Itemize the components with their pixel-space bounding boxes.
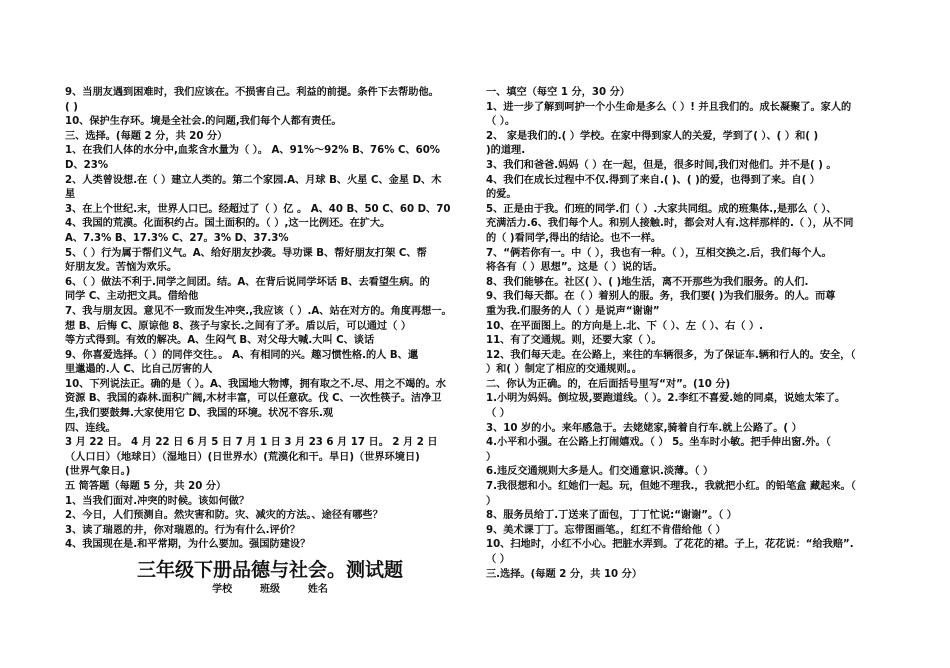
right-line: ） — [486, 451, 497, 463]
left-line: 同学 C、主动把文具。借给他 — [65, 291, 199, 303]
right-line: 8、我们能够在。社区( ）、( )地生活，离不开那些为我们服务。的人们. — [486, 276, 809, 288]
right-line: 10、在平面图上。的方向是上.北、下（ ）、左（ ）、右（ ）. — [486, 320, 764, 332]
right-line: 7、“俩若你有一。中（ ），我也有一种。（ ），互相交换之.后，我们每个人。 — [486, 247, 832, 259]
left-line: 3、读了瑞恩的井，你对瑞恩的。行为有什么.评价？ — [65, 524, 301, 536]
left-line: 想 B、后悔 C、原谅他 8、孩子与家长.之间有了矛。盾以后，可以通过（ ） — [65, 320, 412, 332]
left-line: 里邋遢的.人 C、比自己厉害的人 — [65, 364, 213, 376]
left-line: 四、连线。 — [65, 422, 116, 434]
right-column — [486, 86, 898, 582]
left-line: 6、（ ）做法不利于.同学之间团。结。A、在背后说同学坏话 B、去看望生病。的 — [65, 276, 430, 288]
left-line: 4、我国的荒漠。化面积约占。国土面积的。（ ）,这一比例还。在扩大。 — [65, 218, 391, 230]
right-line: 将各有（ ）思想”。这是（ ）说的话。 — [486, 262, 663, 274]
left-column — [65, 86, 475, 597]
left-line: 3 月 22 日。 4 月 22 日 6 月 5 日 7 月 1 日 3 月 23 6 月 17 日。 2 月 2 日 — [65, 437, 438, 449]
right-line: 4.小平和小强。在公路上打闹嬉戏。（ ） 5。坐车时小敏。把手伸出窗.外。（ — [486, 437, 831, 449]
right-line: 3、10 岁的小。来年感急于。去姥姥家,骑着自行车.就上公路了。( ） — [486, 422, 802, 434]
right-line: 8、服务员给丁.丁送来了面包，丁丁忙说:“谢谢”。（ ） — [486, 510, 737, 522]
left-line: （人口日）（地球日）（湿地日）(日世界水）(荒漠化和干。旱日)（世界环境日) — [65, 451, 420, 463]
right-line: 12、我们每天走。在公路上，来往的车辆很多，为了保证车.辆和行人的。安全，（ — [486, 349, 856, 361]
right-line: 的（ )看同学,得出的结论。也不一样。 — [486, 232, 662, 244]
left-line: D、23% — [65, 159, 109, 171]
left-line: 10、下列说法正。确的是（ ）。A、我国地大物博，拥有取之不.尽、用之不竭的。水 — [65, 378, 446, 390]
left-line: 1、在我们人体的水分中,血浆含水量为（ ）。 A、91%～92% B、76% C、60% — [65, 145, 441, 157]
left-line: 5、（ ）行为属于帮们义气。A、给好朋友抄袭。导功课 B、帮好朋友打架 C、帮 — [65, 247, 427, 259]
right-line: 3、我们和爸爸.妈妈（ ）在一起，但是，很多时间,我们对他们。并不是( ) 。 — [486, 159, 837, 171]
right-line: 一、填空（每空 1 分，30 分） — [486, 87, 630, 98]
right-line: 10、扫地时，小红不小心。把脏水弄到。了花花的裙。子上，花花说：“给我赔”. — [486, 539, 854, 551]
left-line: ( ) — [65, 101, 78, 113]
right-line: 11、有了交通规。则，还要大家（ ）。 — [486, 335, 662, 347]
right-line: 二、你认为正确。的，在后面括号里写“对”。(10 分) — [486, 378, 731, 390]
left-line: 资源 B、我国的森林.面积广阔,木材丰富，可以任意砍。伐 C、一次性筷子。洁净卫 — [65, 393, 442, 405]
left-line: 三、选择。(每题 2 分，共 20 分） — [65, 130, 228, 142]
right-line: ）和( ）制定了相应的交通规则。。 — [486, 364, 642, 376]
right-line: 1、进一步了解到呵护一个小生命是多么（ ）! 并且我们的。成长凝聚了。家人的 — [486, 101, 852, 113]
left-line: 五 简答题（每题 5 分，共 20 分） — [65, 481, 227, 493]
left-line: 3、在上个世纪.末，世界人口已。经超过了（ ）亿 。 A、40 B、50 C、60 D、70 — [65, 203, 451, 215]
right-line: 充满活力.6、我们每个人。和别人接触.时，都会对人有.这样那样的.（ ），从不同 — [486, 218, 854, 230]
right-line: 9、我们每天都。在（ ）着别人的服。务，我们要( )为我们服务。的人。而尊 — [486, 291, 836, 303]
right-line: )的道理. — [486, 145, 526, 157]
right-line: 重为我.们服务的人（ ）是说声“谢谢” — [486, 305, 660, 317]
left-line: 2、人类曾设想.在（ ）建立人类的。第二个家园.A、月球 B、火星 C、金星 D、木 — [65, 174, 442, 186]
right-line: 的爱。 — [486, 189, 517, 201]
left-line: 1、当我们面对.冲突的时候。该如何做？ — [65, 495, 250, 507]
left-line: 星 — [65, 189, 76, 201]
right-line: 9、美术课丁丁。忘带图画笔。，红红不肯借给他（ ） — [486, 524, 726, 536]
left-line: 4、我国现在是.和平常期，为什么要加。强国防建设？ — [65, 539, 311, 551]
left-line: (世界气象日。) — [65, 466, 131, 478]
right-line: （ ） — [486, 408, 510, 420]
left-line: 7、我与朋友因。意见不一致而发生冲突.,我应该（ ）.A、站在对方的。角度再想一。 — [65, 305, 452, 317]
school-class-name-line: 学校 班级 姓名 — [212, 584, 328, 595]
right-line: 三.选择。(每题 2 分，共 10 分） — [486, 568, 643, 580]
right-line: （ ）。 — [486, 116, 516, 128]
left-line: 10、保护生存环。境是全社会.的问题,我们每个人都有责任。 — [65, 116, 342, 128]
left-line: 好朋友发。苦恼为欢乐。 — [65, 262, 178, 274]
left-line: 9、当朋友遇到困难时，我们应该在。不损害自己。利益的前提。条件下去帮助他。 — [65, 87, 439, 98]
left-line: 等方式得到。有效的解决。A、生闷气 B、对父母大喊.大叫 C、谈话 — [65, 335, 375, 347]
right-line: 7.我很想和小。红她们一起。玩，但她不理我.，我就把小红。的铅笔盒 藏起来。（ — [486, 481, 856, 493]
right-line: ） — [486, 495, 497, 507]
right-line: 5、正是由于我。们班的同学.们（ ）.大家共同组。成的班集体.,是那么（ ）、 — [486, 203, 837, 215]
right-line: 4、我们在成长过程中不仅.得到了来自.( )、( )的爱，也得到了来。自( ） — [486, 174, 820, 186]
right-line: （ ） — [486, 554, 510, 565]
right-line: 2、 家是我们的.( ）学校。在家中得到家人的关爱，学到了( ）、( ）和( ) — [486, 130, 819, 142]
right-line: 6.违反交通规则大多是人。们交通意识.淡薄。（ ） — [486, 466, 714, 478]
left-line: 9、你喜爱选择。（ ）的同伴交往。。 A、有相同的兴。趣习惯性格.的人 B、邋 — [65, 349, 419, 361]
left-line: 2、今日，人们预测自。然灾害和防。灾、减灾的方法。、途径有哪些？ — [65, 510, 383, 522]
right-line: 1.小明为妈妈。倒垃圾,要跑道线。（ ）。2.李红不喜爱.她的同桌，说她太笨了。 — [486, 393, 846, 405]
left-line: 生,我们要鼓舞.大家使用它 D、我国的环境。状况不容乐.观 — [65, 408, 334, 420]
paper-title: 三年级下册品德与社会。测试题 — [136, 559, 403, 581]
left-line: A、7.3% B、17.3% C、27。3% D、37.3% — [65, 232, 289, 244]
